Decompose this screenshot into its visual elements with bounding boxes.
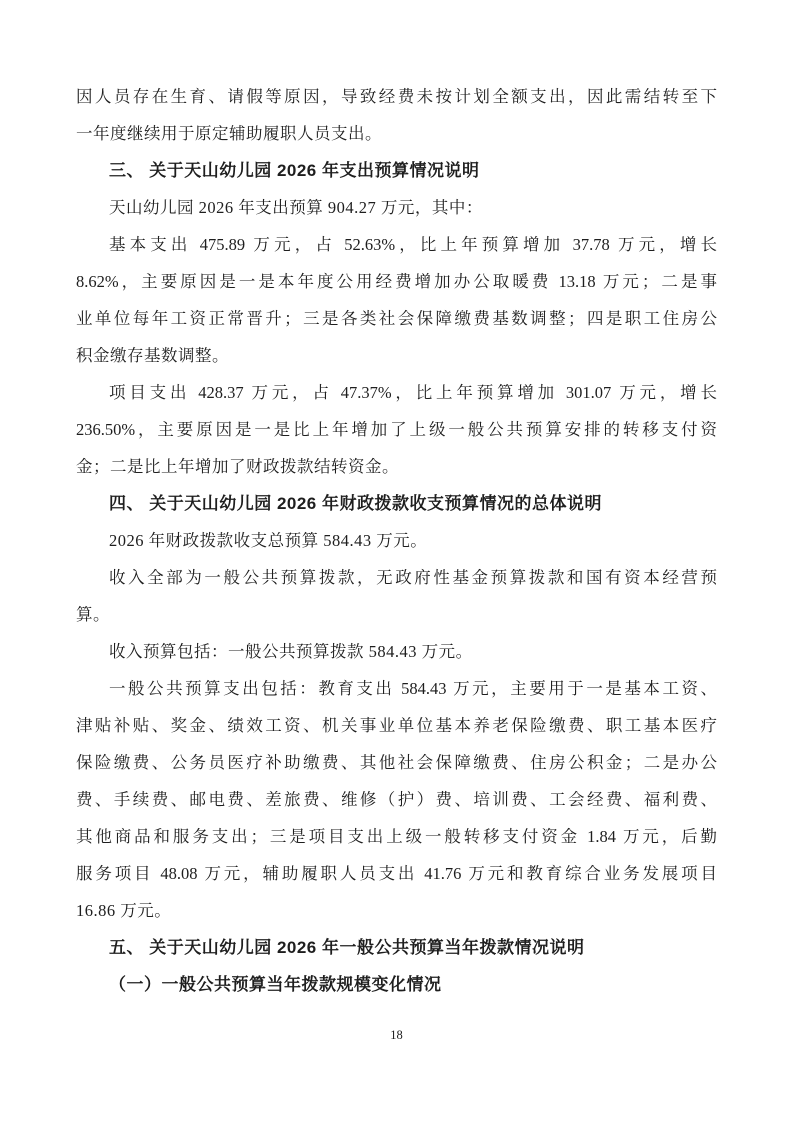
text-line: 基本支出 475.89 万元，占 52.63%，比上年预算增加 37.78 万元，增长 xyxy=(109,235,717,254)
text-line: 一般公共预算支出包括：教育支出 584.43 万元，主要用于一是基本工资、 xyxy=(109,679,717,698)
text-line: 项目支出 428.37 万元，占 47.37%，比上年预算增加 301.07 万元，增长 xyxy=(109,383,717,402)
text-line: 服务项目 48.08 万元，辅助履职人员支出 41.76 万元和教育综合业务发展项目 xyxy=(76,864,717,883)
text-line: 236.50%，主要原因是一是比上年增加了上级一般公共预算安排的转移支付资 xyxy=(76,420,717,439)
text-line: 金；二是比上年增加了财政拨款结转资金。 xyxy=(76,457,399,476)
text-line: 费、手续费、邮电费、差旅费、维修（护）费、培训费、工会经费、福利费、 xyxy=(76,790,717,809)
text-line: 保险缴费、公务员医疗补助缴费、其他社会保障缴费、住房公积金；二是办公 xyxy=(76,753,717,772)
text-line: 一年度继续用于原定辅助履职人员支出。 xyxy=(76,124,382,143)
section-heading: 五、 关于天山幼儿园 2026 年一般公共预算当年拨款情况说明 xyxy=(109,938,585,957)
text-line: 津贴补贴、奖金、绩效工资、机关事业单位基本养老保险缴费、职工基本医疗 xyxy=(76,716,717,735)
text-line: 8.62%，主要原因是一是本年度公用经费增加办公取暖费 13.18 万元；二是事 xyxy=(76,272,717,291)
section-heading: 四、 关于天山幼儿园 2026 年财政拨款收支预算情况的总体说明 xyxy=(109,494,602,513)
text-line: 业单位每年工资正常晋升；三是各类社会保障缴费基数调整；四是职工住房公 xyxy=(76,309,717,328)
text-line: 因人员存在生育、请假等原因，导致经费未按计划全额支出，因此需结转至下 xyxy=(76,87,717,106)
page-number: 18 xyxy=(390,1028,403,1042)
text-line: 收入预算包括：一般公共预算拨款 584.43 万元。 xyxy=(109,642,473,661)
section-heading: 三、 关于天山幼儿园 2026 年支出预算情况说明 xyxy=(109,161,480,180)
text-line: 算。 xyxy=(76,605,110,624)
text-line: 积金缴存基数调整。 xyxy=(76,346,229,365)
section-heading: （一）一般公共预算当年拨款规模变化情况 xyxy=(109,975,442,994)
text-line: 收入全部为一般公共预算拨款，无政府性基金预算拨款和国有资本经营预 xyxy=(109,568,717,587)
text-line: 2026 年财政拨款收支总预算 584.43 万元。 xyxy=(109,531,428,550)
text-line: 天山幼儿园 2026 年支出预算 904.27 万元，其中： xyxy=(109,198,483,217)
text-line: 16.86 万元。 xyxy=(76,901,172,920)
document-body xyxy=(76,78,717,1003)
text-line: 其他商品和服务支出；三是项目支出上级一般转移支付资金 1.84 万元，后勤 xyxy=(76,827,717,846)
